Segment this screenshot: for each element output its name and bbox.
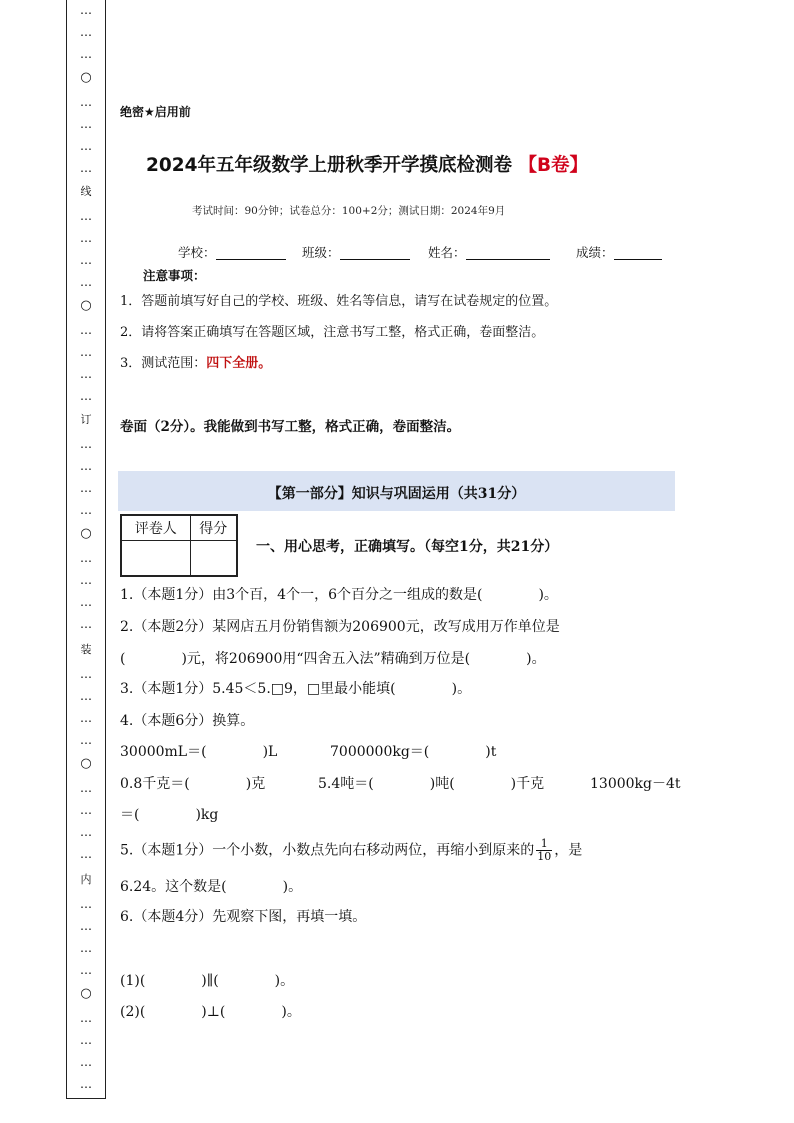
secret-label: 绝密★启用前 xyxy=(120,105,191,119)
binding-dots: … xyxy=(80,3,92,17)
name-field[interactable] xyxy=(428,243,550,261)
question-1: 1.（本题1分）由3个百，4个一，6个百分之一组成的数是( )。 xyxy=(120,587,558,603)
exam-title-tag: 【B卷】 xyxy=(518,155,589,176)
score-label: 成绩： xyxy=(576,245,614,260)
binding-dots: … xyxy=(80,733,92,747)
binding-margin xyxy=(66,0,106,1099)
question-4: 4.（本题6分）换算。 xyxy=(120,713,255,729)
reviewer-cell[interactable] xyxy=(121,541,190,577)
name-blank[interactable] xyxy=(466,245,550,260)
binding-char-ding: 订 xyxy=(80,413,92,426)
binding-dots: … xyxy=(80,1077,92,1091)
section-one-title: 一、用心思考，正确填写。（每空1分，共21分） xyxy=(256,539,559,555)
binding-dots: … xyxy=(80,503,92,517)
question-6-part-1: (1)( )∥( )。 xyxy=(120,973,295,989)
binding-dots: … xyxy=(80,345,92,359)
name-label: 姓名： xyxy=(428,245,466,260)
binding-dots: … xyxy=(80,573,92,587)
question-2-cont: ( )元，将206900用“四舍五入法”精确到万位是( )。 xyxy=(120,651,546,667)
binding-dots: … xyxy=(80,595,92,609)
score-table xyxy=(120,514,238,577)
school-label: 学校： xyxy=(178,245,216,260)
binding-dots: … xyxy=(80,941,92,955)
binding-char-zhuang: 装 xyxy=(80,643,92,656)
binding-dots: … xyxy=(80,25,92,39)
binding-dots: … xyxy=(80,231,92,245)
reviewer-header: 评卷人 xyxy=(121,515,190,541)
binding-dots: … xyxy=(80,689,92,703)
exam-title-text: 2024年五年级数学上册秋季开学摸底检测卷 xyxy=(146,155,512,176)
class-label: 班级： xyxy=(302,245,340,260)
binding-dots: … xyxy=(80,47,92,61)
question-6-part-2: (2)( )⊥( )。 xyxy=(120,1004,301,1020)
conversion-3: 0.8千克＝( )克 xyxy=(120,776,266,792)
class-field[interactable] xyxy=(302,243,410,261)
notice-item: 2．请将答案正确填写在答题区域，注意书写工整，格式正确，卷面整洁。 xyxy=(120,325,545,340)
binding-dots: … xyxy=(80,117,92,131)
binding-dots: … xyxy=(80,437,92,451)
binding-dots: … xyxy=(80,919,92,933)
binding-dots: … xyxy=(80,1033,92,1047)
exam-title xyxy=(146,151,588,177)
binding-dots: … xyxy=(80,847,92,861)
binding-circle: ○ xyxy=(80,70,92,85)
school-blank[interactable] xyxy=(216,245,286,260)
question-6: 6.（本题4分）先观察下图，再填一填。 xyxy=(120,909,367,925)
conversion-5: 13000kg－4t xyxy=(590,776,681,792)
conversion-2: 7000000kg＝( )t xyxy=(330,744,497,760)
binding-circle: ○ xyxy=(80,756,92,771)
binding-dots: … xyxy=(80,323,92,337)
question-5-text: 5.（本题1分）一个小数，小数点先向右移动两位，再缩小到原来的 xyxy=(120,842,535,859)
binding-circle: ○ xyxy=(80,298,92,313)
binding-char-nei: 内 xyxy=(80,873,92,886)
part-one-band xyxy=(118,471,675,511)
score-field[interactable] xyxy=(576,243,662,261)
binding-dots: … xyxy=(80,551,92,565)
binding-dots: … xyxy=(80,275,92,289)
binding-dots: … xyxy=(80,781,92,795)
binding-dots: … xyxy=(80,139,92,153)
school-field[interactable] xyxy=(178,243,286,261)
binding-dots: … xyxy=(80,367,92,381)
binding-dots: … xyxy=(80,209,92,223)
fraction-one-tenth xyxy=(536,838,552,863)
binding-dots: … xyxy=(80,1055,92,1069)
question-5-tail: ，是 xyxy=(554,842,583,859)
part-one-title: 【第一部分】知识与巩固运用（共31分） xyxy=(267,486,526,502)
binding-dots: … xyxy=(80,481,92,495)
binding-dots: … xyxy=(80,825,92,839)
question-3: 3.（本题1分）5.45＜5.□9，□里最小能填( )。 xyxy=(120,681,472,697)
binding-dots: … xyxy=(80,95,92,109)
binding-dots: … xyxy=(80,617,92,631)
notice-heading: 注意事项： xyxy=(143,268,206,283)
question-5 xyxy=(120,838,582,863)
binding-circle: ○ xyxy=(80,986,92,1001)
binding-dots: … xyxy=(80,459,92,473)
binding-dots: … xyxy=(80,897,92,911)
binding-char-xian: 线 xyxy=(80,185,92,198)
class-blank[interactable] xyxy=(340,245,410,260)
binding-dots: … xyxy=(80,711,92,725)
binding-dots: … xyxy=(80,667,92,681)
score-blank[interactable] xyxy=(614,245,662,260)
exam-info: 考试时间：90分钟；试卷总分：100+2分；测试日期：2024年9月 xyxy=(192,205,506,217)
score-cell[interactable] xyxy=(190,541,237,577)
question-2: 2.（本题2分）某网店五月份销售额为206900元，改写成用万作单位是 xyxy=(120,619,560,635)
binding-dots: … xyxy=(80,161,92,175)
binding-dots: … xyxy=(80,963,92,977)
fraction-numerator: 1 xyxy=(536,838,552,851)
binding-dots: … xyxy=(80,803,92,817)
binding-circle: ○ xyxy=(80,526,92,541)
binding-dots: … xyxy=(80,389,92,403)
notice-item-text: 3．测试范围： xyxy=(120,356,207,371)
notice-item xyxy=(120,352,271,371)
binding-dots: … xyxy=(80,253,92,267)
fraction-denominator: 10 xyxy=(537,850,552,863)
notice-item: 1．答题前填写好自己的学校、班级、姓名等信息，请写在试卷规定的位置。 xyxy=(120,294,558,309)
test-scope: 四下全册。 xyxy=(206,356,272,371)
binding-dots: … xyxy=(80,1011,92,1025)
conversion-4: 5.4吨＝( )吨( )千克 xyxy=(318,776,545,792)
neatness-note: 卷面（2分）。我能做到书写工整，格式正确，卷面整洁。 xyxy=(120,419,461,435)
score-header: 得分 xyxy=(190,515,237,541)
conversion-5-cont: ＝( )kg xyxy=(120,807,219,823)
question-5-cont: 6.24。这个数是( )。 xyxy=(120,879,303,895)
conversion-1: 30000mL＝( )L xyxy=(120,744,278,760)
